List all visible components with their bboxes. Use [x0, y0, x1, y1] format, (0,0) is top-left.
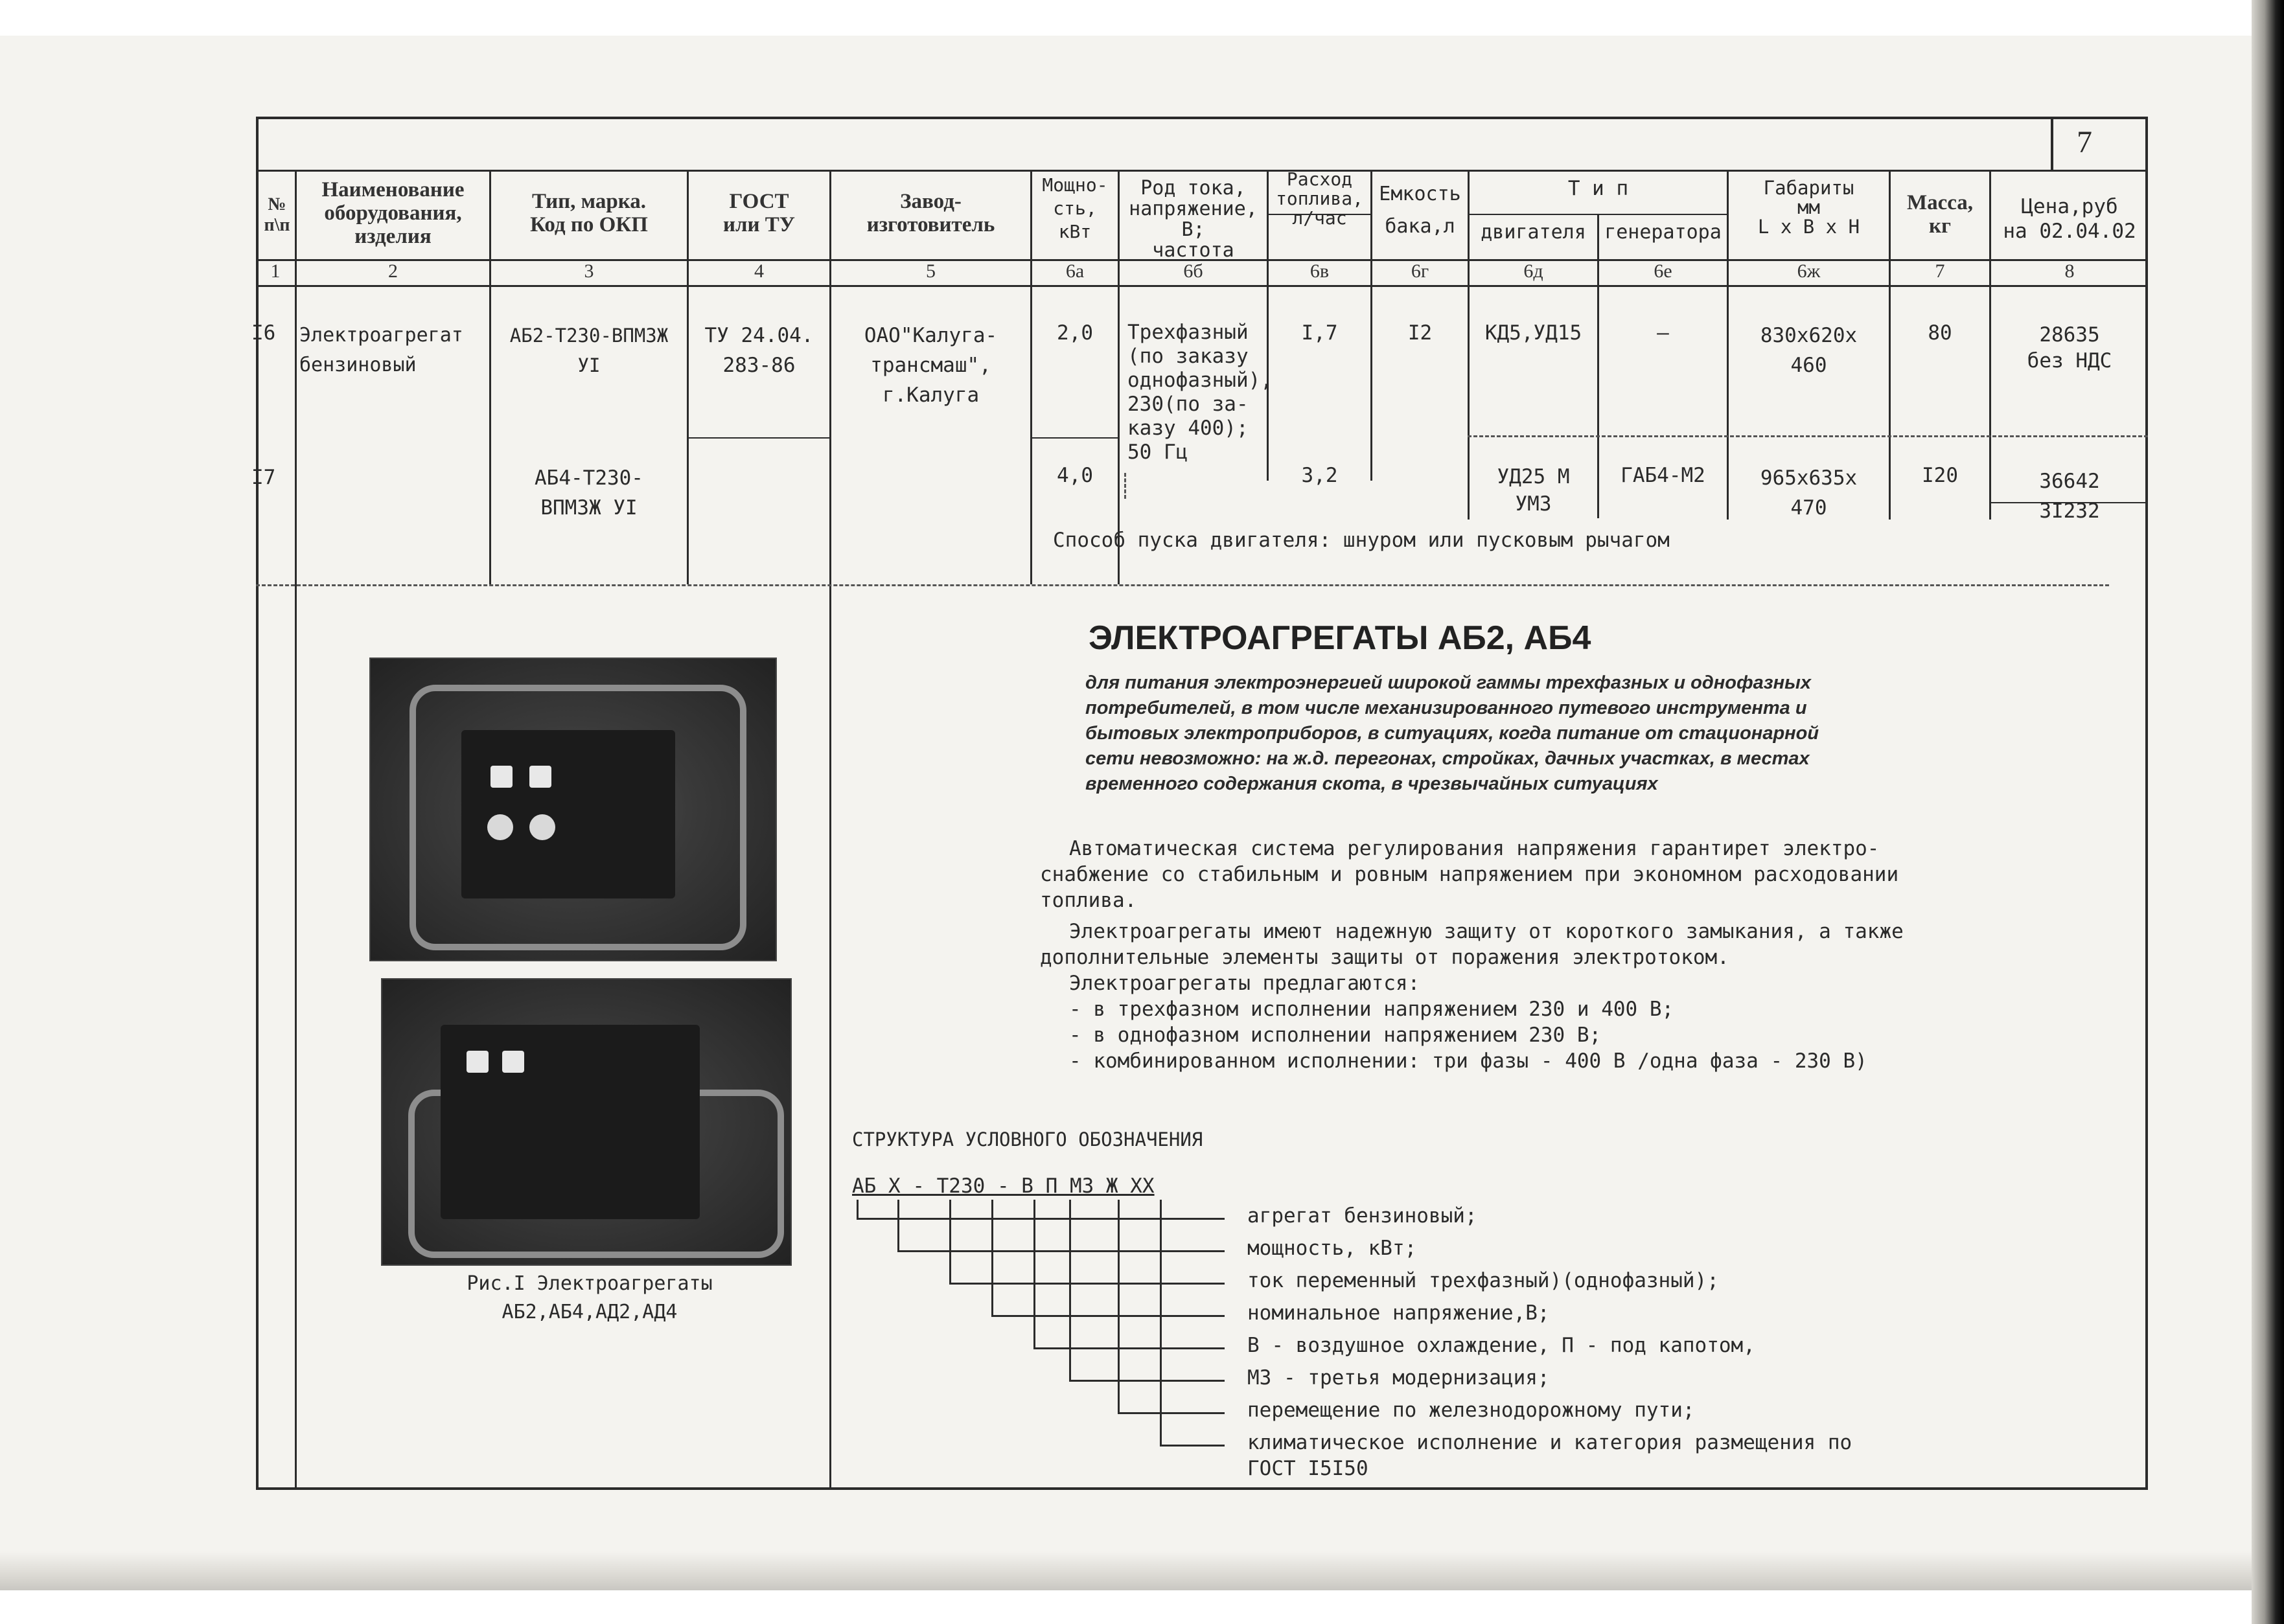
header-num: № п\п: [264, 194, 290, 235]
header-dims: Габариты мм L х В х Н: [1757, 177, 1860, 238]
legend-8: климатическое исполнение и категория размещения по: [1247, 1431, 1852, 1454]
row2-dims: 965х635х 470: [1760, 466, 1858, 520]
struct-v7: [1118, 1200, 1120, 1413]
header-generator: генератора: [1604, 221, 1722, 244]
colnum-6a: 6а: [1065, 260, 1085, 282]
header-tank: Емкость бака,л: [1379, 183, 1461, 238]
row1-type: АБ2-Т230-ВПМЗЖ УI: [509, 325, 669, 376]
struct-v5: [1033, 1200, 1035, 1349]
legend-6: МЗ - третья модернизация;: [1247, 1366, 1550, 1390]
colnum-6v: 6в: [1309, 260, 1330, 282]
generator-photo-bottom: [381, 978, 792, 1266]
header-current: Род тока, напряжение, В; частота: [1129, 177, 1258, 262]
row1-dims: 830х620х 460: [1760, 324, 1858, 377]
colnum-6e: 6е: [1654, 260, 1672, 282]
legend-9: ГОСТ I5I50: [1247, 1457, 1368, 1480]
header-engine: двигателя: [1481, 221, 1586, 244]
row1-gost: ТУ 24.04. 283-86: [704, 324, 814, 377]
header-power: Мощно- сть, кВт: [1042, 174, 1108, 242]
row2-engine: УД25 М УМЗ: [1497, 465, 1570, 516]
generator-photo-top: [369, 658, 777, 961]
article-bullet-2: - в однофазном исполнении напряжением 230 В;: [1069, 1024, 1602, 1047]
header-name: Наименование оборудования, изделия: [321, 178, 465, 248]
row1-engine: КД5,УД15: [1484, 321, 1582, 345]
legend-4: номинальное напряжение,В;: [1247, 1301, 1550, 1325]
legend-5: В - воздушное охлаждение, П - под капотом,: [1247, 1334, 1755, 1357]
row1-generator: –: [1657, 321, 1669, 345]
colnum-6g: 6г: [1411, 260, 1429, 282]
row1-mass: 80: [1928, 321, 1952, 345]
photo-meter-3: [467, 1051, 489, 1073]
legend-3: ток переменный трехфазный)(однофазный);: [1247, 1269, 1719, 1292]
photo-meter-2: [529, 766, 551, 788]
article-body: [1040, 836, 1960, 1074]
colnum-1: 1: [270, 260, 281, 282]
figure-caption: Рис.I Электроагрегаты АБ2,АБ4,АД2,АД4: [467, 1272, 713, 1323]
row1-name: Электроагрегат бензиновый: [299, 324, 463, 376]
struct-h5: [1033, 1347, 1225, 1349]
row2-generator: ГАБ4-М2: [1621, 464, 1705, 487]
header-maker: Завод- изготовитель: [866, 190, 995, 236]
colnum-4: 4: [754, 260, 764, 282]
row-sep-type: [687, 437, 829, 439]
header-top-line: [256, 170, 2148, 172]
article-para-3: Электроагрегаты предлагаются:: [1069, 972, 1420, 995]
book-gutter: [2252, 0, 2284, 1624]
col-line-1b: [295, 584, 297, 1490]
row1-maker: ОАО"Калуга- трансмаш", г.Калуга: [864, 324, 998, 407]
struct-v2: [897, 1200, 899, 1252]
table-end-line: [256, 584, 2109, 586]
struct-h4: [991, 1315, 1225, 1317]
row1-num: I6: [251, 321, 276, 345]
colnum-8: 8: [2064, 260, 2075, 282]
struct-h2: [897, 1250, 1225, 1252]
colnum-6d: 6д: [1523, 260, 1543, 282]
struct-h6: [1069, 1380, 1225, 1382]
struct-v6: [1069, 1200, 1071, 1381]
legend-2: мощность, кВт;: [1247, 1237, 1417, 1260]
photo-meter-1: [490, 766, 513, 788]
colnum-7: 7: [1935, 260, 1945, 282]
legend-1: агрегат бензиновый;: [1247, 1204, 1477, 1228]
struct-v1: [857, 1200, 859, 1219]
header-kind: Т и п: [1567, 177, 1629, 200]
row1-current: Трехфазный (по заказу однофазный), 230(по за- казу 400); 50 Гц: [1127, 321, 1273, 464]
header-type: Тип, марка. Код по ОКП: [530, 190, 648, 236]
struct-h7: [1118, 1412, 1225, 1414]
row1-power: 2,0: [1057, 321, 1093, 345]
header-gost: ГОСТ или ТУ: [722, 190, 796, 236]
colnum-bottom-line: [256, 285, 2148, 287]
header-price: Цена,руб на 02.04.02: [2003, 195, 2136, 243]
colnum-2: 2: [388, 260, 398, 282]
row2-fuel: 3,2: [1301, 464, 1338, 487]
struct-h8: [1160, 1445, 1225, 1447]
article-bullet-3: - комбинированном исполнении: три фазы - 400 В /одна фаза - 230 В): [1069, 1049, 1867, 1073]
page-bottom-shadow: [0, 1551, 2284, 1590]
article-intro: для питания электроэнергией широкой гаммы трехфазных и однофазных потребителей, в том числе механизированного путевого инструмента и бытовых электроприборов, в ситуациях, когда питание от стационарной сети невозможно: на ж.д. перегонах, стройках, дачных участках, в местах временного содержания скота, в чрезвычайных ситуациях: [1085, 672, 1819, 794]
struct-v3: [949, 1200, 951, 1284]
structure-code: АБ Х - Т230 - В П МЗ Ж ХХ: [852, 1174, 1155, 1198]
struct-h3: [949, 1283, 1225, 1285]
struct-v4: [991, 1200, 993, 1316]
page-number: 7: [2077, 125, 2092, 159]
header-fuel: Расход топлива, л/час: [1276, 168, 1363, 229]
row1-fuel: I,7: [1301, 321, 1338, 345]
legend-7: перемещение по железнодорожному пути;: [1247, 1399, 1695, 1422]
row2-num: I7: [251, 466, 276, 489]
struct-h1: [857, 1218, 1225, 1220]
article-para-1: Автоматическая система регулирования напряжения гарантирет электро-снабжение со стабильным и ровным напряжением при экономном расходовании топлива.: [1040, 837, 1899, 912]
colnum-6zh: 6ж: [1797, 260, 1821, 282]
photo-meter-4: [502, 1051, 524, 1073]
header-mass: Масса, кг: [1906, 191, 1974, 238]
row1-price: 28635 без НДС: [2027, 323, 2112, 372]
photo-socket-1: [487, 814, 513, 840]
row2-price: 36642 3I232: [2039, 470, 2100, 523]
article-title: ЭЛЕКТРОАГРЕГАТЫ АБ2, АБ4: [1089, 619, 1591, 657]
row2-type: АБ4-Т230- ВПМЗЖ УI: [535, 466, 643, 520]
colnum-5: 5: [926, 260, 936, 282]
row2-current-ditto: [1124, 473, 1126, 499]
row1-tank: I2: [1407, 321, 1433, 345]
row-sep-power: [1030, 437, 1118, 439]
start-method-note: Способ пуска двигателя: шнуром или пусковым рычагом: [1053, 529, 1670, 552]
article-bullet-1: - в трехфазном исполнении напряжением 230 и 400 В;: [1069, 998, 1674, 1021]
row2-mass: I20: [1922, 464, 1958, 487]
structure-title: СТРУКТУРА УСЛОВНОГО ОБОЗНАЧЕНИЯ: [852, 1128, 1203, 1150]
row2-power: 4,0: [1057, 464, 1093, 487]
page-number-divider: [2051, 117, 2053, 170]
struct-v8: [1160, 1200, 1162, 1446]
article-para-2: Электроагрегаты имеют надежную защиту от короткого замыкания, а также дополнительные элементы защиты от поражения электротоком.: [1040, 920, 1904, 969]
photo-socket-2: [529, 814, 555, 840]
row-sep-right: [1468, 435, 2148, 437]
photo-generator-body: [461, 730, 675, 898]
colnum-3: 3: [584, 260, 594, 282]
colnum-6b: 6б: [1183, 260, 1203, 282]
